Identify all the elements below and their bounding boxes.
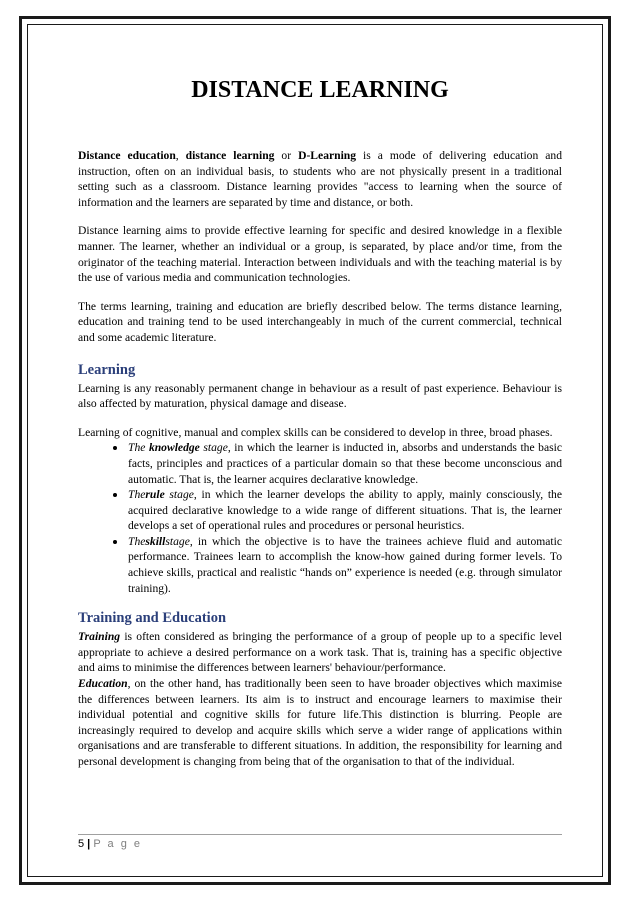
learning-stages-list — [78, 440, 562, 596]
page-title: DISTANCE LEARNING — [191, 77, 449, 103]
footer-separator: | — [84, 838, 94, 850]
training-education-heading: Training and Education — [78, 610, 227, 627]
stage-suffix: stage — [164, 488, 194, 502]
learning-heading: Learning — [78, 361, 136, 378]
list-item-skill-stage — [128, 534, 562, 596]
intro-paragraph-3: The terms learning, training and education are briefly described below. The terms distance learning, education and training tend to be used interchangeably in much of the current commercial, technical and some academic literature. — [78, 299, 562, 344]
stage-term: rule — [145, 488, 165, 502]
training-description: is often considered as bringing the performance of a group of people up to a specific level appropriate to achieve a desired performance on a work task. That is, training has a specific objective and aims to minimise the differences between learners' behaviour/performance. — [78, 630, 562, 675]
learning-paragraph-2: Learning of cognitive, manual and complex skills can be considered to develop in three, broad phases. — [78, 425, 553, 439]
document-body — [78, 64, 562, 770]
stage-prefix: The — [128, 441, 149, 455]
education-paragraph — [78, 676, 562, 770]
list-item-rule-stage — [128, 487, 562, 534]
stage-description: , in which the learner develops the ability to apply, mainly consciously, the acquired declarative knowledge to a wide range of different situations. That is, the learner develops a set of operational rules and procedures or personal heuristics. — [128, 488, 562, 533]
intro-paragraph-1 — [78, 148, 562, 210]
text-span: is a mode of delivering education and instruction, often on an individual basis, to students who are not physically present in a traditional setting such as a classroom. Distance learning provides "access to learning when the source of information and the learners are separated by time and distance, or both. — [78, 149, 562, 209]
stage-prefix: The — [128, 488, 146, 502]
page-number: 5 — [78, 838, 85, 850]
learning-paragraph-1: Learning is any reasonably permanent change in behaviour as a result of past experience. Behaviour is also affected by maturation, physical damage and disease. — [78, 381, 562, 411]
training-paragraph — [78, 629, 562, 676]
stage-suffix: stage — [165, 534, 190, 548]
term-education: Education — [78, 677, 128, 691]
education-description: , on the other hand, has traditionally been seen to have broader objectives which maximise the differences between learners. Its aim is to instruct and encourage learners to maximise their individual potential and cognitive skills for future life.This distinction is blurring. People are increasingly required to develop and acquire skills which serve a wider range of applications within organisations and are transferable to different situations. In addition, the responsibility for learning and personal development is changing from being that of the organisation to that of the individual. — [78, 677, 562, 768]
text-span: or — [274, 149, 299, 162]
term-d-learning: D-Learning — [298, 149, 357, 162]
term-training: Training — [78, 630, 121, 644]
stage-term: knowledge — [148, 441, 200, 455]
intro-paragraph-2: Distance learning aims to provide effective learning for specific and desired knowledge in a flexible manner. The learner, whether an individual or a group, is separated, by place and/or time, from the originator of the teaching material. Interaction between individuals and with the teaching material is by the use of various media and communication technologies. — [78, 224, 562, 285]
stage-prefix: The — [128, 534, 146, 548]
page-label: P a g e — [93, 838, 142, 850]
stage-description: , in which the learner is inducted in, absorbs and understands the basic facts, principles and practices of a particular domain so that these become unconscious and automatic. That is, the learner acquires declarative knowledge. — [128, 441, 562, 486]
stage-suffix: stage — [199, 441, 228, 455]
stage-description: , in which the objective is to have the trainees achieve fluid and automatic performance. Trainees learn to accomplish the know-how gained during former levels. To achieve skills, practical and realistic “hands on” experience is needed (e.g. through simulator training). — [128, 534, 562, 595]
term-distance-learning: distance learning — [185, 149, 275, 162]
stage-term: skill — [145, 534, 166, 548]
page-footer — [78, 834, 562, 850]
text-span: , — [175, 149, 186, 162]
term-distance-education: Distance education — [78, 149, 176, 162]
list-item-knowledge-stage — [128, 440, 562, 487]
